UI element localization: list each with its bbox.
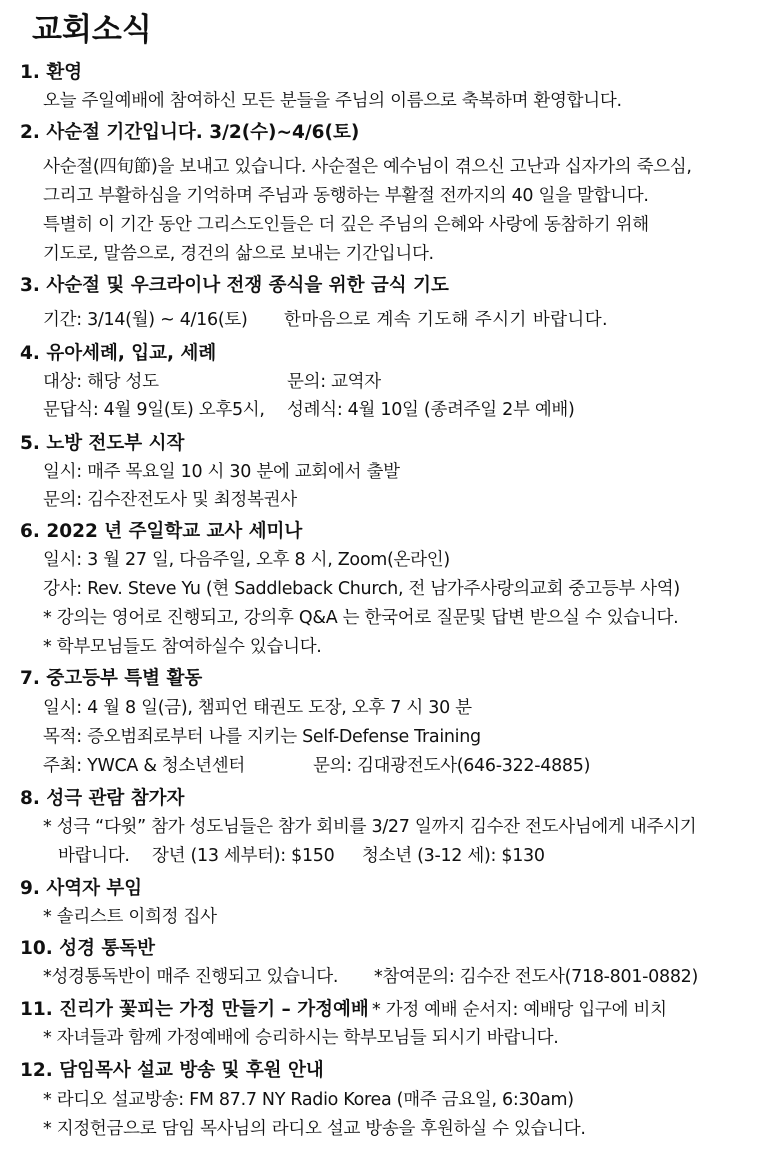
section-8-title: 8. 성극 관람 참가자 (20, 788, 185, 809)
section-2-title: 2. 사순절 기간입니다. 3/2(수)~4/6(토) (20, 122, 360, 143)
section-8-line-2: 바랍니다. (58, 846, 130, 866)
section-7-host: 주최: YWCA & 청소년센터 (43, 756, 245, 776)
section-4-title: 4. 유아세례, 입교, 세례 (20, 343, 217, 364)
section-3-title: 3. 사순절 및 우크라이나 전쟁 종식을 위한 금식 기도 (20, 275, 449, 296)
section-12-title: 12. 담임목사 설교 방송 및 후원 안내 (20, 1060, 324, 1081)
section-6-line-1: 일시: 3 월 27 일, 다음주일, 오후 8 시, Zoom(온라인) (43, 550, 450, 570)
section-12-line-1: * 라디오 설교방송: FM 87.7 NY Radio Korea (매주 금요일, 6:30am) (43, 1090, 574, 1110)
section-6-line-3: * 강의는 영어로 진행되고, 강의후 Q&A 는 한국어로 질문및 답변 받으실 수 있습니다. (43, 608, 679, 628)
section-11-line-1: * 자녀들과 함께 가정예배에 승리하시는 학부모님들 되시기 바랍니다. (43, 1028, 559, 1048)
section-5-line-2: 문의: 김수잔전도사 및 최정복권사 (43, 490, 297, 510)
section-11-title: 11. 진리가 꽃피는 가정 만들기 – 가정예배 (20, 999, 369, 1020)
section-1-line: 오늘 주일예배에 참여하신 모든 분들을 주님의 이름으로 축복하며 환영합니다. (43, 91, 622, 111)
section-8-adult-fee: 장년 (13 세부터): $150 (152, 846, 335, 866)
section-3-prayer-note: 한마음으로 계속 기도해 주시기 바랍니다. (284, 310, 608, 330)
section-5-title: 5. 노방 전도부 시작 (20, 433, 185, 454)
section-6-line-4: * 학부모님들도 참여하실수 있습니다. (43, 637, 322, 657)
section-9-title: 9. 사역자 부임 (20, 878, 143, 899)
section-7-title: 7. 중고등부 특별 활동 (20, 668, 203, 689)
section-7-line-2: 목적: 증오범죄로부터 나를 지키는 Self-Defense Training (43, 727, 481, 747)
section-4-target: 대상: 해당 성도 (43, 372, 159, 392)
section-4-exam: 문답식: 4월 9일(토) 오후5시, (43, 400, 265, 420)
section-2-line-3: 특별히 이 기간 동안 그리스도인들은 더 깊은 주님의 은혜와 사랑에 동참하기 위해 (43, 215, 649, 235)
section-12-line-2: * 지정헌금으로 담임 목사님의 라디오 설교 방송을 후원하실 수 있습니다. (43, 1119, 586, 1139)
section-7-line-1: 일시: 4 월 8 일(금), 챔피언 태권도 도장, 오후 7 시 30 분 (43, 698, 472, 718)
section-4-contact: 문의: 교역자 (287, 372, 381, 392)
section-6-line-2: 강사: Rev. Steve Yu (현 Saddleback Church, 전 남가주사랑의교회 중고등부 사역) (43, 579, 680, 599)
section-8-youth-fee: 청소년 (3-12 세): $130 (362, 846, 545, 866)
section-9-line-1: * 솔리스트 이희정 집사 (43, 907, 217, 927)
section-2-line-2: 그리고 부활하심을 기억하며 주님과 동행하는 부활절 전까지의 40 일을 말합니다. (43, 186, 649, 206)
section-10-line-1: *성경통독반이 매주 진행되고 있습니다. (43, 967, 339, 987)
section-2-line-4: 기도로, 말씀으로, 경건의 삶으로 보내는 기간입니다. (43, 244, 434, 264)
page-title: 교회소식 (32, 12, 152, 48)
section-5-line-1: 일시: 매주 목요일 10 시 30 분에 교회에서 출발 (43, 462, 400, 482)
section-11-extra: * 가정 예배 순서지: 예배당 입구에 비치 (372, 1000, 667, 1020)
section-10-contact: *참여문의: 김수잔 전도사(718-801-0882) (374, 967, 699, 987)
section-1-title: 1. 환영 (20, 62, 83, 83)
section-8-line-1: * 성극 “다윗” 참가 성도님들은 참가 회비를 3/27 일까지 김수잔 전도사님에게 내주시기 (43, 817, 697, 837)
section-10-title: 10. 성경 통독반 (20, 938, 156, 959)
section-2-line-1: 사순절(四旬節)을 보내고 있습니다. 사순절은 예수님이 겪으신 고난과 십자가의 죽으심, (43, 157, 692, 177)
section-4-ceremony: 성례식: 4월 10일 (종려주일 2부 예배) (287, 400, 575, 420)
section-6-title: 6. 2022 년 주일학교 교사 세미나 (20, 521, 303, 542)
section-3-period: 기간: 3/14(월) ~ 4/16(토) (43, 310, 248, 330)
section-7-contact: 문의: 김대광전도사(646-322-4885) (313, 756, 591, 776)
